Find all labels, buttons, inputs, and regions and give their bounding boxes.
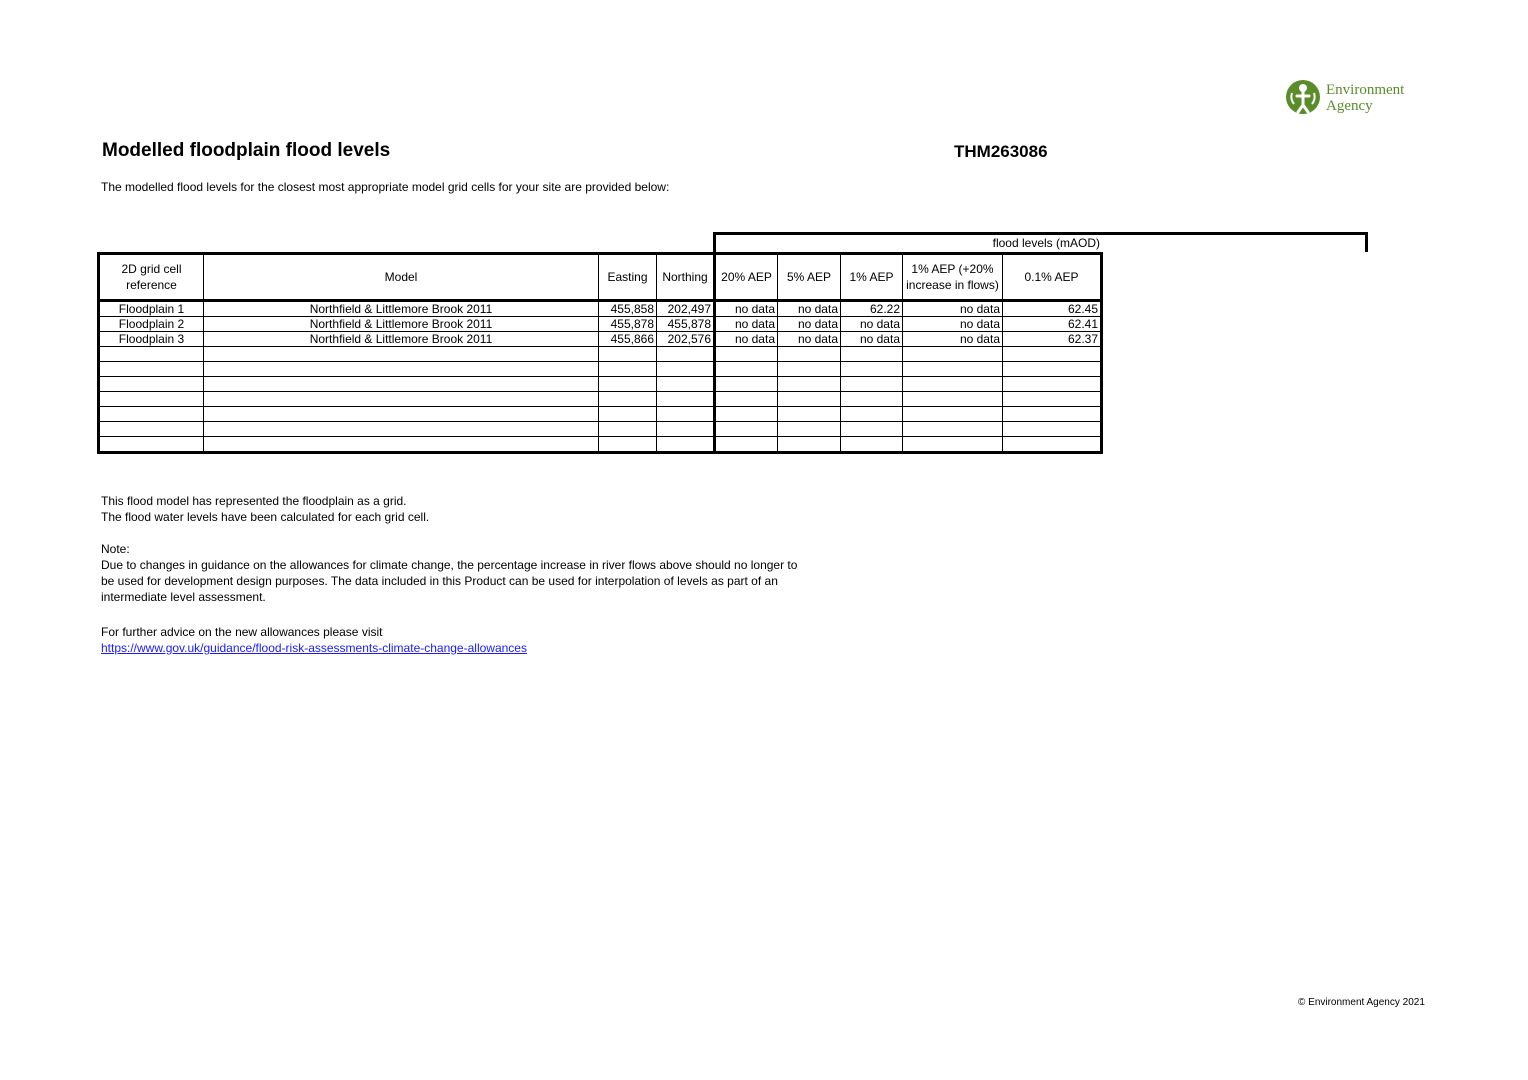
table-header-row — [99, 254, 1102, 301]
cell-ref: Floodplain 3 — [99, 332, 204, 347]
cell-aep5: no data — [778, 301, 841, 317]
empty-table-row — [99, 422, 1102, 437]
note-label: Note: — [101, 542, 130, 556]
cell-aep1-20: no data — [903, 317, 1003, 332]
cell-northing: 202,497 — [657, 301, 715, 317]
table-row — [99, 332, 1102, 347]
environment-agency-logo — [1285, 79, 1435, 119]
note-body-line-2: be used for development design purposes. The data included in this Product can be used for interpolation of levels as part of an — [101, 574, 778, 588]
cell-easting: 455,858 — [599, 301, 657, 317]
advice-text: For further advice on the new allowances please visit — [101, 625, 383, 639]
cell-aep1: no data — [841, 332, 903, 347]
cell-ref: Floodplain 2 — [99, 317, 204, 332]
cell-aep1: no data — [841, 317, 903, 332]
cell-aep20: no data — [715, 301, 778, 317]
page-title: Modelled floodplain flood levels — [102, 140, 391, 161]
header-aep01: 0.1% AEP — [1003, 254, 1102, 301]
cell-northing: 455,878 — [657, 317, 715, 332]
flood-levels-table — [97, 252, 1103, 454]
cell-aep1-20: no data — [903, 301, 1003, 317]
environment-agency-emblem-icon — [1285, 79, 1321, 115]
table-row — [99, 301, 1102, 317]
reference-code: THM263086 — [954, 142, 1048, 161]
cell-aep20: no data — [715, 317, 778, 332]
flood-levels-group-label: flood levels (mAOD) — [992, 236, 1100, 250]
header-aep20: 20% AEP — [715, 254, 778, 301]
header-aep1: 1% AEP — [841, 254, 903, 301]
copyright-footer: © Environment Agency 2021 — [1298, 997, 1425, 1008]
cell-northing: 202,576 — [657, 332, 715, 347]
header-model: Model — [204, 254, 599, 301]
empty-table-row — [99, 377, 1102, 392]
cell-aep01: 62.41 — [1003, 317, 1102, 332]
cell-aep5: no data — [778, 317, 841, 332]
empty-table-row — [99, 392, 1102, 407]
note-body-line-1: Due to changes in guidance on the allowances for climate change, the percentage increase in river flows above should no longer to — [101, 558, 798, 572]
grid-note-line-1: This flood model has represented the floodplain as a grid. — [101, 494, 407, 508]
header-cell-ref: 2D grid cell reference — [99, 254, 204, 301]
cell-easting: 455,878 — [599, 317, 657, 332]
empty-table-row — [99, 407, 1102, 422]
empty-table-row — [99, 362, 1102, 377]
cell-model: Northfield & Littlemore Brook 2011 — [204, 317, 599, 332]
cell-aep5: no data — [778, 332, 841, 347]
header-easting: Easting — [599, 254, 657, 301]
intro-text: The modelled flood levels for the closest most appropriate model grid cells for your site are provided below: — [101, 180, 670, 194]
table-row — [99, 317, 1102, 332]
header-northing: Northing — [657, 254, 715, 301]
cell-aep20: no data — [715, 332, 778, 347]
cell-aep1: 62.22 — [841, 301, 903, 317]
grid-note-line-2: The flood water levels have been calculated for each grid cell. — [101, 510, 430, 524]
notes-section — [101, 493, 861, 656]
cell-aep1-20: no data — [903, 332, 1003, 347]
logo-wordmark — [1326, 82, 1404, 114]
empty-table-row — [99, 437, 1102, 453]
header-aep1-20: 1% AEP (+20% increase in flows) — [903, 254, 1003, 301]
header-aep5: 5% AEP — [778, 254, 841, 301]
logo-line-2: Agency — [1326, 98, 1373, 114]
cell-model: Northfield & Littlemore Brook 2011 — [204, 301, 599, 317]
climate-allowances-link[interactable]: https://www.gov.uk/guidance/flood-risk-assessments-climate-change-allowances — [101, 641, 527, 655]
cell-ref: Floodplain 1 — [99, 301, 204, 317]
empty-table-row — [99, 347, 1102, 362]
cell-easting: 455,866 — [599, 332, 657, 347]
cell-aep01: 62.45 — [1003, 301, 1102, 317]
cell-aep01: 62.37 — [1003, 332, 1102, 347]
logo-line-1: Environment — [1326, 82, 1405, 98]
cell-model: Northfield & Littlemore Brook 2011 — [204, 332, 599, 347]
note-body-line-3: intermediate level assessment. — [101, 590, 266, 604]
